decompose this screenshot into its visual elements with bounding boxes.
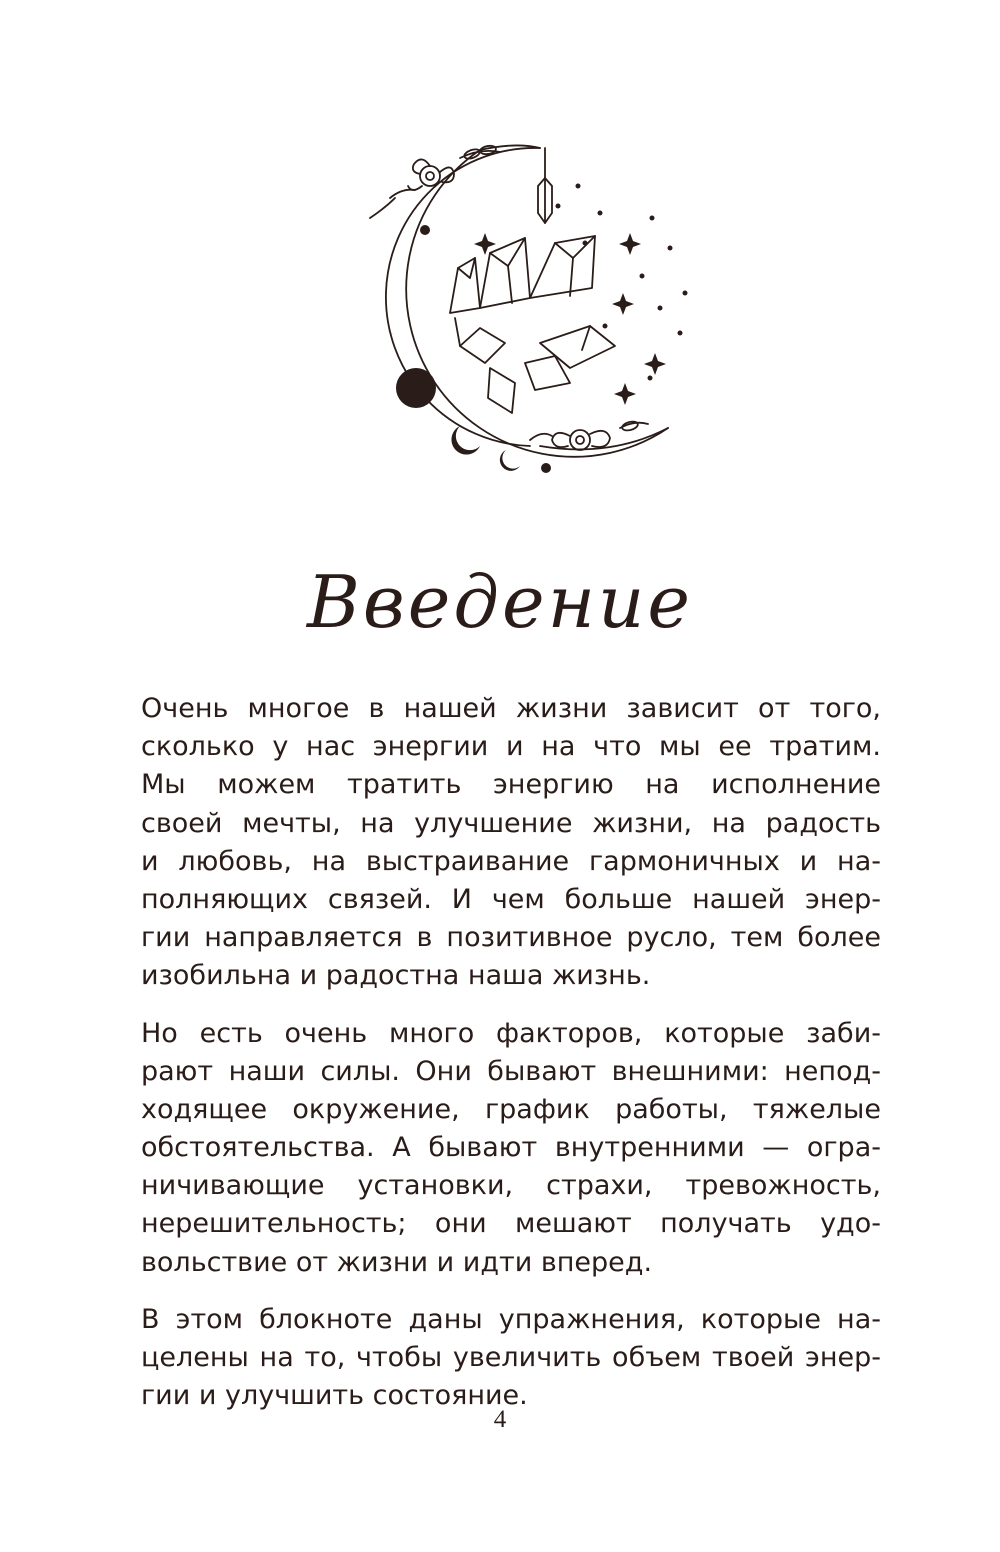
text-line: своей мечты, на улучшение жизни, на радость bbox=[141, 807, 881, 839]
page-title: Введение bbox=[306, 560, 694, 644]
text-line: рают наши силы. Они бывают внешними: непод- bbox=[141, 1055, 881, 1087]
text-line: Но есть очень много факторов, которые заби- bbox=[141, 1017, 881, 1049]
text-line: целены на то, чтобы увеличить объем твоей энер- bbox=[141, 1342, 881, 1373]
paragraph-1 bbox=[141, 690, 881, 996]
text-line: ничивающие установки, страхи, тревожность, bbox=[141, 1170, 881, 1202]
text-line: гии направляется в позитивное русло, тем более bbox=[141, 922, 881, 954]
paragraph-3 bbox=[141, 1301, 881, 1416]
text-line: вольствие от жизни и идти вперед. bbox=[141, 1246, 653, 1278]
page-number: 4 bbox=[493, 1406, 507, 1433]
text-line: изобильна и радостна наша жизнь. bbox=[141, 960, 651, 992]
paragraph-2 bbox=[141, 1015, 881, 1282]
text-line: обстоятельства. А бывают внутренними — огра- bbox=[141, 1132, 881, 1164]
text-line: В этом блокноте даны упражнения, которые на- bbox=[141, 1303, 881, 1335]
text-line: полняющих связей. И чем больше нашей энер- bbox=[141, 883, 881, 915]
text-line: и любовь, на выстраивание гармоничных и на- bbox=[141, 845, 881, 877]
crescent-moon-crystals-icon bbox=[330, 128, 710, 508]
text-line: ходящее окружение, график работы, тяжелые bbox=[141, 1093, 881, 1125]
text-line: гии и улучшить состояние. bbox=[141, 1380, 528, 1412]
text-line: Очень многое в нашей жизни зависит от того, bbox=[141, 693, 881, 724]
body-text bbox=[141, 690, 881, 1434]
text-line: Мы можем тратить энергию на исполнение bbox=[141, 769, 881, 801]
text-line: сколько у нас энергии и на что мы ее тратим. bbox=[141, 731, 881, 763]
text-line: нерешительность; они мешают получать удо- bbox=[141, 1208, 881, 1240]
